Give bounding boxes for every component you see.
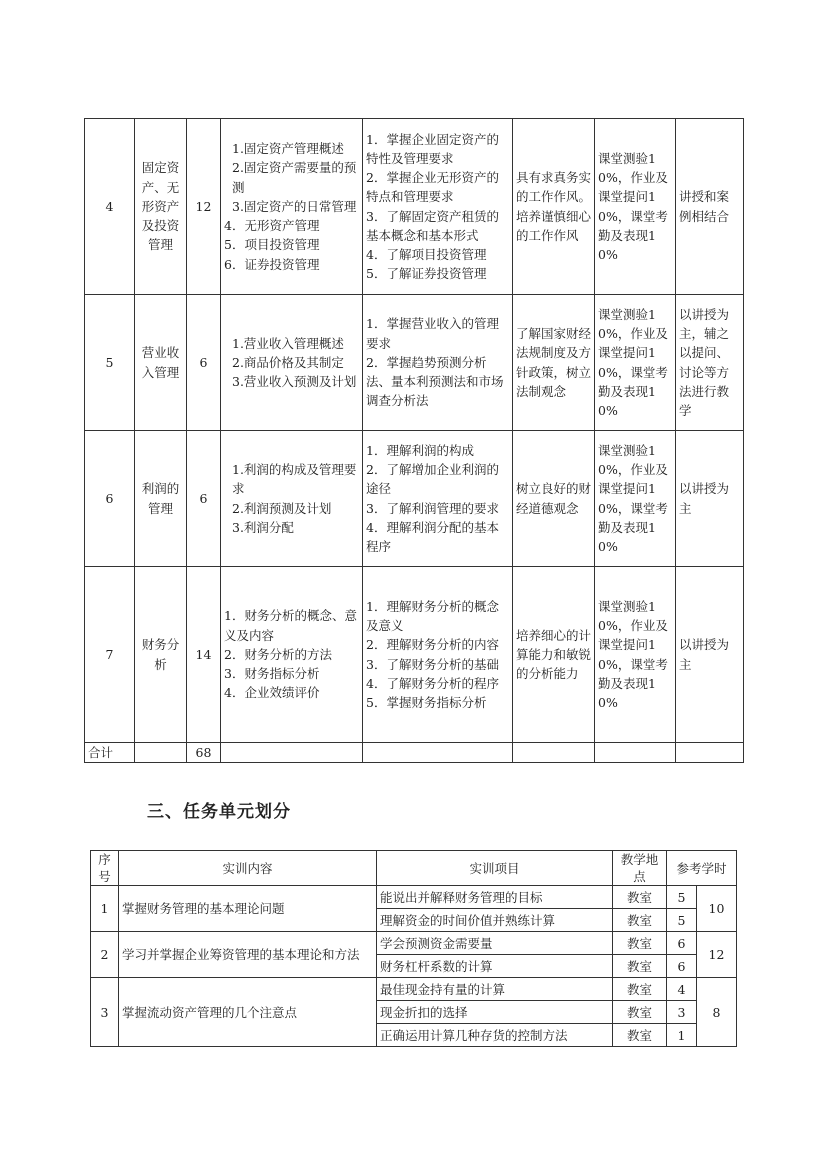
group-total-hours: 8 <box>697 978 737 1047</box>
project-place: 教室 <box>613 909 667 932</box>
section-heading: 三、任务单元划分 <box>147 802 291 822</box>
project-place: 教室 <box>613 978 667 1001</box>
unit-content <box>221 119 363 295</box>
unit-method: 讲授和案例相结合 <box>676 119 744 295</box>
unit-content <box>221 295 363 431</box>
unit-hours: 12 <box>187 119 221 295</box>
objective-item: 2．了解增加企业利润的途径 <box>366 462 499 497</box>
unit-hours: 6 <box>187 295 221 431</box>
project-place: 教室 <box>613 932 667 955</box>
curriculum-table <box>84 118 744 763</box>
group-total-hours: 12 <box>697 932 737 978</box>
unit-objectives <box>363 295 513 431</box>
total-empty <box>595 743 676 763</box>
unit-number: 7 <box>85 567 135 743</box>
unit-name: 固定资产、无形资产及投资管理 <box>135 119 187 295</box>
unit-method: 以讲授为主 <box>676 431 744 567</box>
unit-name: 财务分析 <box>135 567 187 743</box>
unit-name: 营业收入管理 <box>135 295 187 431</box>
project-place: 教室 <box>613 1001 667 1024</box>
objective-item: 2．掌握企业无形资产的特点和管理要求 <box>366 170 499 205</box>
objective-item: 5．了解证券投资管理 <box>366 266 487 282</box>
content-item: 1.利润的构成及管理要求 <box>232 462 357 497</box>
unit-quality: 了解国家财经法规制度及方针政策，树立法制观念 <box>513 295 595 431</box>
unit-assessment: 课堂测验10%，作业及课堂提问10%，课堂考勤及表现10% <box>595 295 676 431</box>
unit-number: 4 <box>85 119 135 295</box>
unit-quality: 培养细心的计算能力和敏锐的分析能力 <box>513 567 595 743</box>
unit-content <box>221 567 363 743</box>
header-row <box>91 851 737 886</box>
unit-number: 5 <box>85 295 135 431</box>
content-item: 2.利润预测及计划 <box>232 500 332 516</box>
content-item: 3．财务指标分析 <box>224 666 320 682</box>
project-hours: 3 <box>667 1001 697 1024</box>
header-place: 教学地点 <box>613 851 667 886</box>
table-row <box>85 295 744 431</box>
objective-item: 4．了解财务分析的程序 <box>366 675 499 691</box>
total-empty <box>513 743 595 763</box>
objective-item: 4．了解项目投资管理 <box>366 246 487 262</box>
project-hours: 1 <box>667 1024 697 1047</box>
content-item: 6．证券投资管理 <box>224 256 320 272</box>
unit-quality: 树立良好的财经道德观念 <box>513 431 595 567</box>
unit-hours: 6 <box>187 431 221 567</box>
unit-hours: 14 <box>187 567 221 743</box>
group-number: 1 <box>91 886 119 932</box>
objective-item: 1．掌握营业收入的管理要求 <box>366 316 499 351</box>
project-name: 财务杠杆系数的计算 <box>377 955 613 978</box>
unit-assessment: 课堂测验10%，作业及课堂提问10%，课堂考勤及表现10% <box>595 567 676 743</box>
unit-method: 以讲授为主，辅之以提问、讨论等方法进行教学 <box>676 295 744 431</box>
total-empty <box>135 743 187 763</box>
project-name: 正确运用计算几种存货的控制方法 <box>377 1024 613 1047</box>
objective-item: 1．掌握企业固定资产的特性及管理要求 <box>366 131 499 166</box>
objective-item: 4．理解利润分配的基本程序 <box>366 519 499 554</box>
content-item: 5．项目投资管理 <box>224 237 320 253</box>
unit-assessment: 课堂测验10%，作业及课堂提问10%，课堂考勤及表现10% <box>595 431 676 567</box>
project-name: 学会预测资金需要量 <box>377 932 613 955</box>
project-hours: 4 <box>667 978 697 1001</box>
total-empty <box>363 743 513 763</box>
project-name: 理解资金的时间价值并熟练计算 <box>377 909 613 932</box>
content-item: 1．财务分析的概念、意义及内容 <box>224 608 357 643</box>
project-name: 能说出并解释财务管理的目标 <box>377 886 613 909</box>
project-place: 教室 <box>613 886 667 909</box>
group-content: 学习并掌握企业筹资管理的基本理论和方法 <box>119 932 377 978</box>
table-row <box>85 431 744 567</box>
project-hours: 5 <box>667 909 697 932</box>
total-empty <box>676 743 744 763</box>
task-unit-table <box>90 850 737 1047</box>
table-row <box>91 978 737 1001</box>
table-row <box>91 886 737 909</box>
project-name: 现金折扣的选择 <box>377 1001 613 1024</box>
content-item: 4．企业效绩评价 <box>224 685 320 701</box>
content-item: 2．财务分析的方法 <box>224 646 332 662</box>
unit-content <box>221 431 363 567</box>
group-content: 掌握财务管理的基本理论问题 <box>119 886 377 932</box>
objective-item: 3．了解财务分析的基础 <box>366 656 499 672</box>
project-name: 最佳现金持有量的计算 <box>377 978 613 1001</box>
total-hours: 68 <box>187 743 221 763</box>
objective-item: 1．理解财务分析的概念及意义 <box>366 598 499 634</box>
total-row <box>85 743 744 763</box>
header-hours: 参考学时 <box>667 851 737 886</box>
unit-method: 以讲授为主 <box>676 567 744 743</box>
content-item: 3.利润分配 <box>232 519 294 535</box>
group-number: 3 <box>91 978 119 1047</box>
project-hours: 6 <box>667 932 697 955</box>
unit-number: 6 <box>85 431 135 567</box>
unit-assessment: 课堂测验10%，作业及课堂提问10%，课堂考勤及表现10% <box>595 119 676 295</box>
unit-quality: 具有求真务实的工作作风。培养谨慎细心的工作作风 <box>513 119 595 295</box>
total-empty <box>221 743 363 763</box>
table-row <box>85 567 744 743</box>
project-hours: 6 <box>667 955 697 978</box>
content-item: 1.营业收入管理概述 <box>232 335 344 351</box>
project-hours: 5 <box>667 886 697 909</box>
header-content: 实训内容 <box>119 851 377 886</box>
project-place: 教室 <box>613 955 667 978</box>
total-label: 合计 <box>85 743 135 763</box>
objective-item: 1．理解利润的构成 <box>366 442 474 458</box>
content-item: 3.固定资产的日常管理 <box>232 198 357 214</box>
unit-name: 利润的管理 <box>135 431 187 567</box>
objective-item: 3．了解固定资产租赁的基本概念和基本形式 <box>366 208 499 243</box>
content-item: 2.固定资产需要量的预测 <box>232 160 357 195</box>
project-place: 教室 <box>613 1024 667 1047</box>
group-total-hours: 10 <box>697 886 737 932</box>
content-item: 3.营业收入预测及计划 <box>232 374 357 390</box>
objective-item: 3．了解利润管理的要求 <box>366 500 499 516</box>
header-num: 序号 <box>91 851 119 886</box>
unit-objectives <box>363 431 513 567</box>
objective-item: 5．掌握财务指标分析 <box>366 694 487 710</box>
table-row <box>85 119 744 295</box>
objective-item: 2．掌握趋势预测分析法、量本利预测法和市场调查分析法 <box>366 354 504 409</box>
objective-item: 2．理解财务分析的内容 <box>366 637 499 653</box>
content-item: 1.固定资产管理概述 <box>232 141 344 157</box>
group-number: 2 <box>91 932 119 978</box>
unit-objectives <box>363 119 513 295</box>
unit-objectives <box>363 567 513 743</box>
content-item: 2.商品价格及其制定 <box>232 354 344 370</box>
group-content: 掌握流动资产管理的几个注意点 <box>119 978 377 1047</box>
header-project: 实训项目 <box>377 851 613 886</box>
table-row <box>91 932 737 955</box>
content-item: 4．无形资产管理 <box>224 218 320 234</box>
